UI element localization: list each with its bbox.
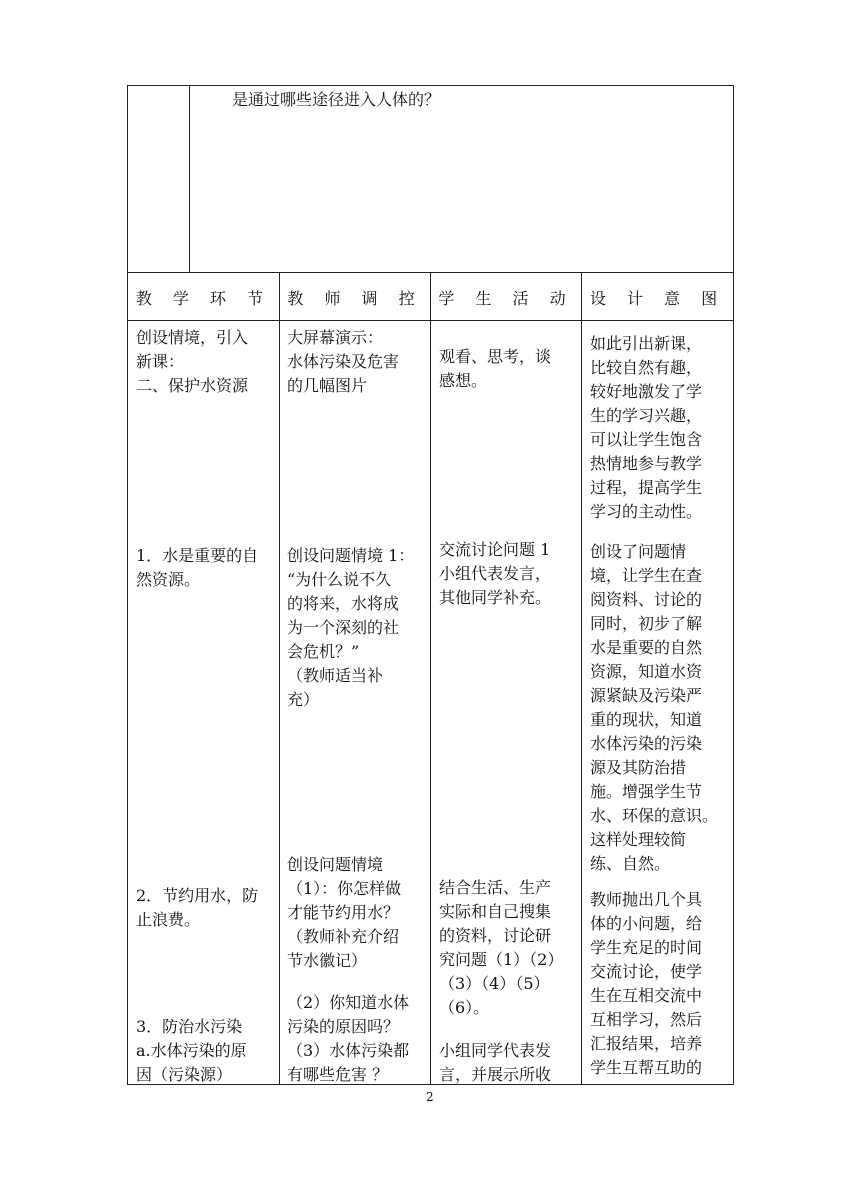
header-teaching-stage: 教 学 环 节 [135,289,272,308]
teacher-question-save: 创设问题情境 （1）：你怎样做 才能节约用水？ （教师补充介绍 节水徽记） [287,855,402,970]
header-teacher-control: 教 师 调 控 [287,289,423,308]
header-design-intent: 设 计 意 图 [589,289,726,308]
student-presentation: 小组同学代表发 言，并展示所收 [439,1041,552,1084]
intent-water-resource: 创设了问题情 境，让学生在查 阅资料、讨论的 同时，初步了解 水是重要的自然 资源，知道水资 源紧缺及污染严 重的现状，知道 水体污染的污染 源及其防治措 施。增强学生节 水、环保的意识。 这样处理较简 练、自然。 [590,542,719,873]
column-divider-3 [581,272,582,1085]
top-row-text: 是通过哪些途径进入人体的？ [232,90,441,109]
intent-intro: 如此引出新课， 比较自然有趣， 较好地激发了学 生的学习兴趣， 可以让学生饱含 热情地参与教学 过程，提高学生 学习的主动性。 [590,334,703,521]
column-divider-2 [430,272,431,1085]
teacher-question-1: 创设问题情境 1： “为什么说不久 的将来，水将成 为一个深刻的社 会危机？” （教师适当补 充） [287,546,415,709]
student-research: 结合生活、生产 实际和自己搜集 的资料，讨论研 究问题（1）（2） （3）（4）（5） （6）。 [439,878,564,1017]
stage-intro: 创设情境，引入 新课： 二、保护水资源 [136,328,249,395]
stage-water-resource: 1．水是重要的自 然资源。 [136,546,259,589]
teacher-intro: 大屏幕演示： 水体污染及危害 的几幅图片 [287,328,400,395]
student-discussion-1: 交流讨论问题 1 小组代表发言， 其他同学补充。 [439,540,552,607]
page-number: 2 [426,1090,434,1104]
table-border-right [733,85,734,1085]
intent-small-questions: 教师抛出几个具 体的小问题，给 学生充足的时间 交流讨论，使学 生在互相交流中 互相学习，然后 汇报结果，培养 学生互帮互助的 [590,890,703,1077]
header-student-activity: 学 生 活 动 [438,289,574,308]
top-row-inner-divider [189,85,190,272]
stage-save-water: 2．节约用水，防 止浪费。 [136,886,259,929]
table-border-left [127,85,128,1085]
teacher-question-pollution: （2）你知道水体 污染的原因吗？ （3）水体污染都 有哪些危害 ？ [287,993,410,1084]
column-divider-1 [279,272,280,1085]
stage-prevent-pollution: 3．防治水污染 a.水体污染的原 因（污染源） [136,1017,247,1084]
student-intro: 观看、思考，谈 感想。 [439,347,552,390]
table-border-top [127,85,734,86]
